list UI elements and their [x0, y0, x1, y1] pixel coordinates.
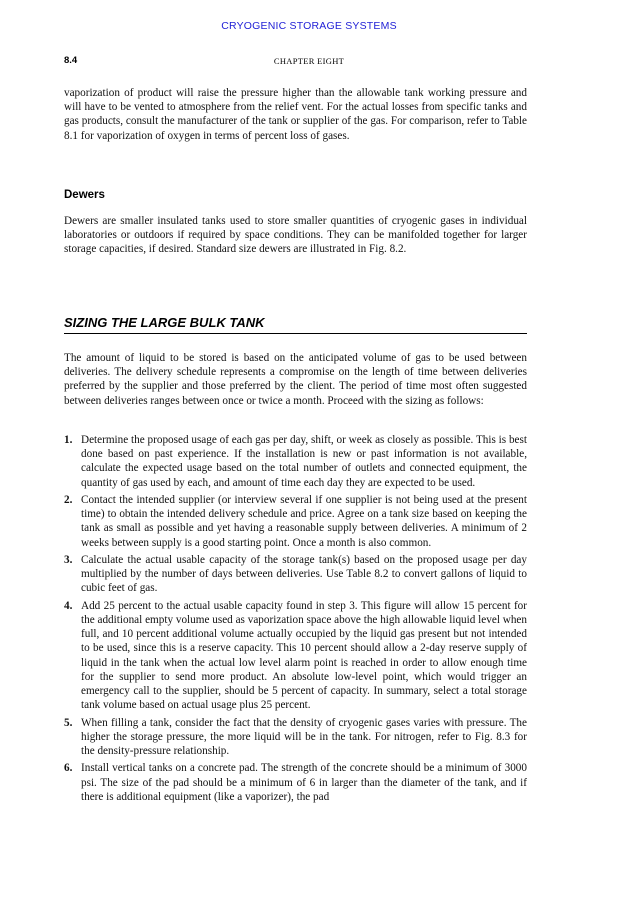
step-text: Add 25 percent to the actual usable capacity found in step 3. This figure will allow 15 percent for the additional empty volume used as vaporization space above the high allowable liquid level when full, and 10 percent additional volume actually occupied by the liquid gas present but not intended to be used, since this is a reserve capacity. This 10 percent should allow a 2-day reserve supply of liquid in the tank when the actual low level alarm point is reached in order to allow enough time for the supplier to send more product. An absolute low-level point, which would trigger an emergency call to the supplier, should be 5 percent of capacity. In summary, select a total storage tank volume based on actual usage plus 25 percent.	[81, 599, 527, 712]
list-item	[64, 761, 527, 804]
sizing-steps-list	[64, 433, 527, 807]
list-item	[64, 433, 527, 490]
list-item	[64, 493, 527, 550]
list-item	[64, 716, 527, 759]
step-number: 1.	[64, 434, 73, 446]
step-number: 3.	[64, 554, 73, 566]
list-item	[64, 553, 527, 596]
step-number: 2.	[64, 494, 73, 506]
step-number: 5.	[64, 716, 73, 729]
step-text: When filling a tank, consider the fact that the density of cryogenic gases varies with pressure. The higher the storage pressure, the more liquid will be in the tank. For nitrogen, refer to Fig. 8.3 for the density-pressure relationship.	[81, 716, 527, 758]
step-number: 6.	[64, 762, 73, 775]
step-text: Calculate the actual usable capacity of the storage tank(s) based on the proposed usage per day multiplied by the number of days between deliveries. Use Table 8.2 to convert gallons of liquid to cubic feet of gas.	[81, 554, 527, 595]
step-text: Determine the proposed usage of each gas per day, shift, or week as closely as possible. This is best done based on past experience. If the installation is new or past information is not available, calculate the expected usage based on the total number of outlets and connected equipment, the quantity of gas used by each, and amount of time each day they are expected to be used.	[81, 434, 527, 489]
page-number: 8.4	[64, 55, 78, 66]
section-rule	[64, 333, 527, 334]
running-title: CRYOGENIC STORAGE SYSTEMS	[221, 20, 397, 32]
sizing-heading: SIZING THE LARGE BULK TANK	[64, 315, 265, 330]
step-text: Contact the intended supplier (or interview several if one supplier is not being used at the present time) to obtain the intended delivery schedule and price. Agree on a tank size based on keeping the tank as small as possible and yet having a reasonable supply between deliveries. A minimum of 2 weeks between supply is a good starting point. Once a month is also common.	[81, 494, 527, 549]
dewers-heading: Dewers	[64, 189, 105, 201]
list-item	[64, 599, 527, 713]
chapter-label: CHAPTER EIGHT	[273, 56, 345, 66]
step-text: Install vertical tanks on a concrete pad. The strength of the concrete should be a minimum of 3000 psi. The size of the pad should be a minimum of 6 in larger than the diameter of the tank, and if there is additional equipment (like a vaporizer), the pad	[81, 762, 527, 803]
sizing-paragraph: The amount of liquid to be stored is based on the anticipated volume of gas to be used between deliveries. The delivery schedule represents a compromise on the length of time between deliveries preferred by the supplier and those preferred by the client. The period of time most often suggested between deliveries ranges between once or twice a month. Proceed with the sizing as follows:	[64, 352, 527, 407]
intro-paragraph: vaporization of product will raise the pressure higher than the allowable tank working pressure and will have to be vented to atmosphere from the relief vent. For the actual losses from specific tanks and gas products, consult the manufacturer of the tank or supplier of the gas. For comparison, refer to Table 8.1 for vaporization of oxygen in terms of percent loss of gases.	[64, 87, 527, 142]
step-number: 4.	[64, 599, 73, 612]
dewers-paragraph: Dewers are smaller insulated tanks used to store smaller quantities of cryogenic gases in individual laboratories or outdoors if required by space conditions. They can be manifolded together for larger storage capacities, if desired. Standard size dewers are illustrated in Fig. 8.2.	[64, 215, 527, 256]
